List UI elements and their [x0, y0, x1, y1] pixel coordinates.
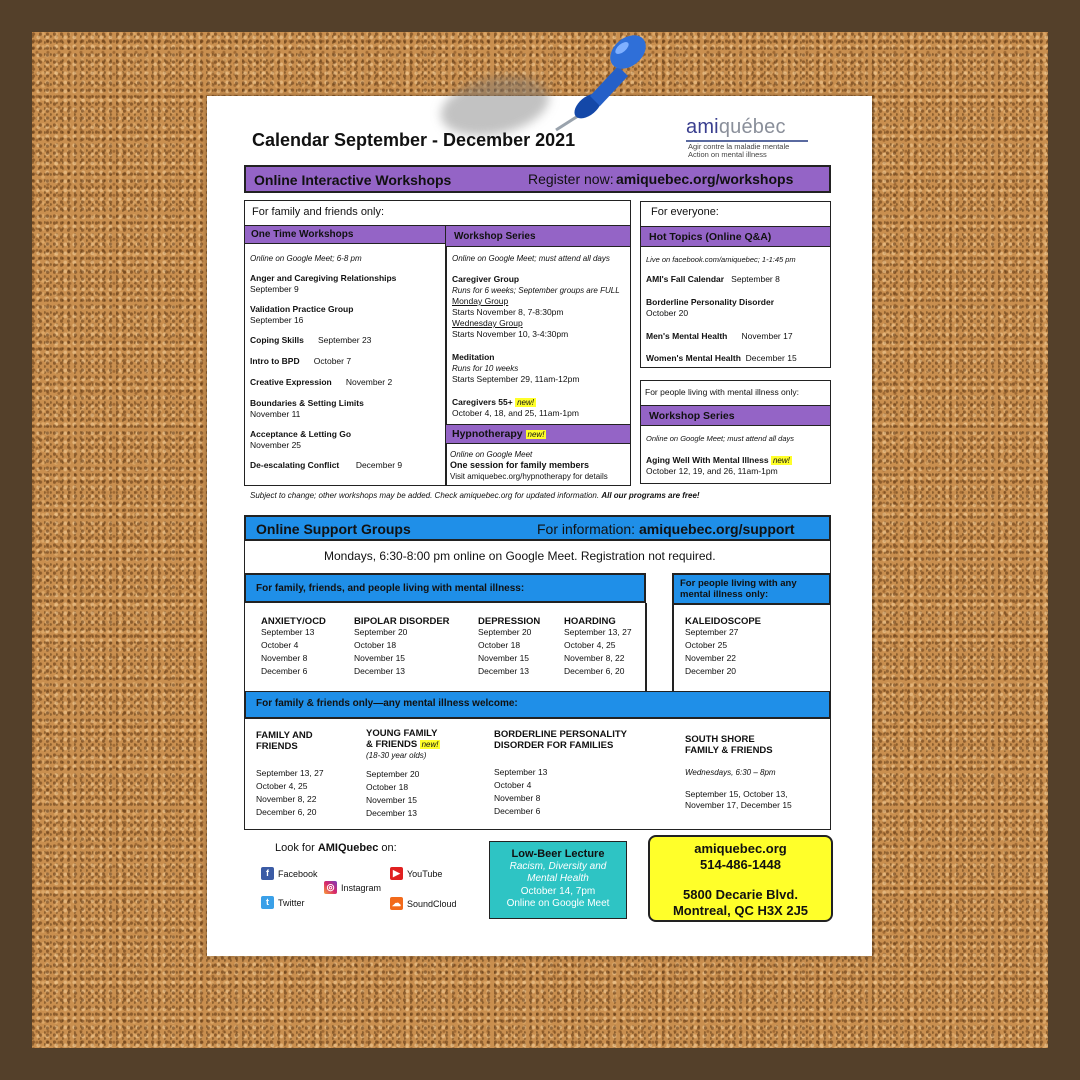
workshops-bar: [244, 165, 831, 193]
support-group: HOARDING September 13, 27 October 4, 25 November 8, 22 December 6, 20: [564, 616, 632, 676]
hot-topic-item: Borderline Personality Disorder October 20: [646, 297, 775, 318]
support-group: FAMILY AND FRIENDS September 13, 27 October 4, 25 November 8, 22 December 6, 20: [256, 730, 324, 817]
hot-topic-item: AMI's Fall Calendar September 8: [646, 274, 780, 284]
wednesday-group-link[interactable]: Wednesday Group: [452, 318, 523, 328]
series-title: Workshop Series: [454, 231, 536, 242]
workshop-item: Acceptance & Letting Go November 25: [250, 429, 352, 450]
support-a-bar: For family, friends, and people living with mental illness:: [244, 573, 646, 603]
support-c-bar: For family & friends only—any mental illness welcome:: [244, 692, 831, 719]
new-badge: new!: [772, 456, 790, 465]
living-series-bar: Workshop Series: [641, 405, 830, 426]
aging-well-item: Aging Well With Mental Illness new! October 12, 19, and 26, 11am-1pm: [646, 455, 790, 476]
support-group: YOUNG FAMILY & FRIENDS new! (18-30 year olds) September 20 October 18 November 15 December 13: [366, 728, 439, 818]
new-badge: new!: [517, 398, 535, 407]
support-group: ANXIETY/OCD September 13 October 4 November 8 December 6: [261, 616, 326, 676]
push-pin-icon: [548, 26, 658, 136]
family-only-heading: For family and friends only:: [252, 206, 385, 218]
one-time-bar: [245, 225, 445, 244]
one-time-title: One Time Workshops: [251, 229, 354, 240]
facebook-link[interactable]: f Facebook: [261, 867, 318, 880]
workshop-item: Creative Expression November 2: [250, 377, 393, 387]
twitter-link[interactable]: t Twitter: [261, 896, 305, 909]
register-label: Register now:: [528, 171, 614, 187]
workshop-item: Anger and Caregiving Relationships September 9: [250, 273, 397, 294]
series-note: Online on Google Meet; must attend all days: [452, 254, 610, 263]
contact-phone[interactable]: 514-486-1448: [700, 857, 781, 872]
hypnotherapy-bar: Hypnotherapy new!: [446, 424, 630, 444]
social-heading: Look for AMIQuebec on:: [275, 842, 397, 854]
meditation-item: Meditation Runs for 10 weeks Starts September 29, 11am-12pm: [452, 352, 580, 384]
instagram-icon: ◎: [324, 881, 337, 894]
support-bar: Online Support Groups For information: amiquebec.org/support: [244, 515, 831, 541]
instagram-link[interactable]: ◎ Instagram: [324, 881, 381, 894]
new-badge: new!: [421, 740, 439, 749]
workshops-link[interactable]: amiquebec.org/workshops: [616, 171, 794, 187]
support-group: DEPRESSION September 20 October 18 November 15 December 13: [478, 616, 541, 676]
lecture-box: Low-Beer Lecture Racism, Diversity and Mental Health October 14, 7pm Online on Google Meet: [489, 841, 627, 919]
hot-topics-note: Live on facebook.com/amiquebec; 1-1:45 pm: [646, 255, 796, 264]
youtube-icon: ▶: [390, 867, 403, 880]
support-group: BIPOLAR DISORDER September 20 October 18 November 15 December 13: [354, 616, 450, 676]
logo-tagline-en: Action on mental illness: [688, 150, 767, 159]
page-title: Calendar September - December 2021: [252, 130, 576, 150]
contact-box: amiquebec.org 514-486-1448 5800 Decarie Blvd. Montreal, QC H3X 2J5: [648, 835, 833, 922]
logo-quebec: québec: [718, 116, 786, 138]
youtube-link[interactable]: ▶ YouTube: [390, 867, 442, 880]
workshop-item: Boundaries & Setting Limits November 11: [250, 398, 364, 419]
support-link[interactable]: amiquebec.org/support: [639, 521, 795, 537]
facebook-icon: f: [261, 867, 274, 880]
hot-topics-bar: Hot Topics (Online Q&A): [641, 226, 830, 247]
workshop-item: De-escalating Conflict December 9: [250, 460, 403, 470]
amiquebec-logo: [686, 116, 814, 162]
support-b-bar: For people living with any mental illness only:: [672, 573, 831, 605]
hypnotherapy-info: Online on Google Meet One session for family members Visit amiquebec.org/hypnotherapy for details: [450, 450, 608, 481]
support-group: SOUTH SHORE FAMILY & FRIENDS Wednesdays, 6:30 – 8pm September 15, October 13, November 17, December 15: [685, 734, 792, 810]
new-badge: new!: [527, 430, 545, 439]
support-subtitle: Mondays, 6:30-8:00 pm online on Google Meet. Registration not required.: [324, 549, 716, 563]
disclaimer: Subject to change; other workshops may be added. Check amiquebec.org for updated information. All our programs are free!: [250, 491, 700, 500]
monday-group-link[interactable]: Monday Group: [452, 296, 509, 306]
contact-url[interactable]: amiquebec.org: [694, 841, 787, 856]
workshop-item: Coping Skills September 23: [250, 335, 372, 345]
logo-ami: ami: [686, 116, 719, 138]
workshop-item: Validation Practice Group September 16: [250, 304, 354, 325]
workshops-title: Online Interactive Workshops: [254, 172, 452, 188]
workshop-item: Intro to BPD October 7: [250, 356, 352, 366]
caregiver-group: Caregiver Group Runs for 6 weeks; September groups are FULL Monday Group Starts November 8, 7-8:30pm Wednesday Group Starts November 10, 3-4:30pm: [452, 274, 620, 339]
everyone-heading: For everyone:: [651, 206, 719, 218]
soundcloud-icon: ☁: [392, 898, 401, 908]
caregivers55-item: Caregivers 55+ new! October 4, 18, and 25, 11am-1pm: [452, 397, 579, 418]
one-time-note: Online on Google Meet; 6-8 pm: [250, 254, 362, 263]
living-heading: For people living with mental illness only:: [645, 387, 800, 397]
logo-tagline-fr: Agir contre la maladie mentale: [688, 142, 790, 151]
twitter-icon: t: [261, 896, 274, 909]
hot-topic-item: Women's Mental Health December 15: [646, 353, 797, 363]
hot-topic-item: Men's Mental Health November 17: [646, 331, 793, 341]
series-bar: [446, 225, 630, 247]
living-note: Online on Google Meet; must attend all days: [646, 434, 795, 443]
soundcloud-link[interactable]: ☁ SoundCloud: [392, 898, 457, 909]
support-group: BORDERLINE PERSONALITY DISORDER FOR FAMILIES September 13 October 4 November 8 December 6: [494, 729, 628, 816]
support-group: KALEIDOSCOPE September 27 October 25 November 22 December 20: [685, 616, 762, 676]
